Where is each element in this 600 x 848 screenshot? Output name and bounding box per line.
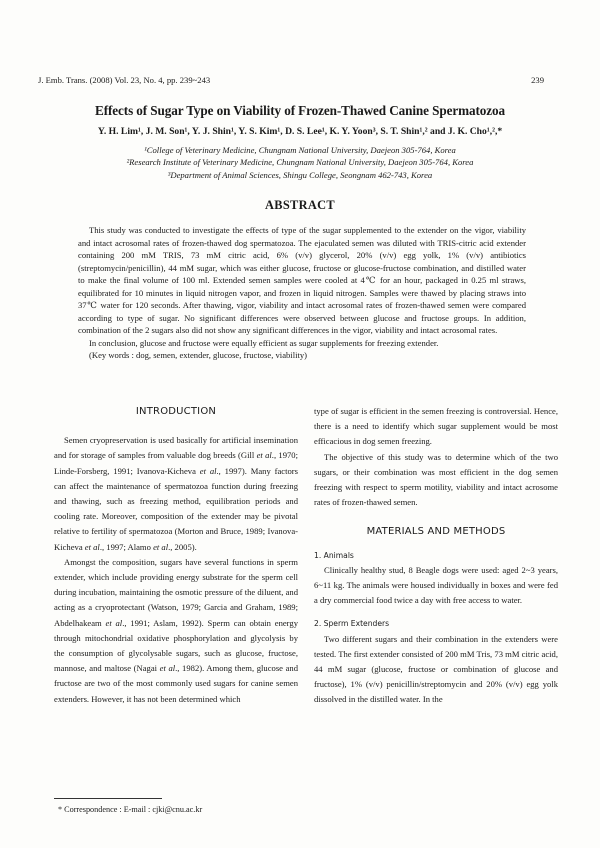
abstract-heading: ABSTRACT <box>265 198 335 212</box>
intro-paragraph-4: The objective of this study was to determine which of the two sugars, or their combination was most efficient in the dog semen freezing with respect to sperm motility, viability and intact acrosome rates of frozen-thawed semen. <box>314 451 558 508</box>
author-list: Y. H. Lim¹, J. M. Son¹, Y. J. Shin¹, Y. S. Kim¹, D. S. Lee¹, K. Y. Yoon³, S. T. Shin¹,² and J. K. Cho¹,²,* <box>97 126 503 137</box>
abstract-body <box>78 224 526 362</box>
running-head: J. Emb. Trans. (2008) Vol. 23, No. 4, pp. 239~243 <box>38 75 211 85</box>
page-number: 239 <box>531 75 544 85</box>
extenders-paragraph: Two different sugars and their combination in the extenders were tested. The first extender consisted of 200 mM Tris, 73 mM citric acid, 44 mM sugar (glucose, fructose or combination of glucose and fructose), 1% (v/v) penicillin/streptomycin and 20% (v/v) egg yolk dissolved in the distilled water. In the <box>314 633 558 705</box>
paper-title: Effects of Sugar Type on Viability of Frozen-Thawed Canine Spermatozoa <box>95 103 505 118</box>
abstract-paragraph: This study was conducted to investigate the effects of type of the sugar supplemented to the extender on the vigor, viability and intact acrosomal rates of frozen-thawed dog spermatozoa. The ejaculated semen was diluted with TRIS-citric acid extender containing 200 mM TRIS, 73 mM citric acid, 6% (v/v) glycerol, 20% (v/v) egg yolk, 1% (v/v) antibiotics (streptomycin/penicillin), 44 mM sugar, which was either glucose, fructose or glucose-fructose combination, and distilled water to make the final volume of 100 ml. Extended semen samples were cooled at 4℃ for an hour, packaged in 0.25 ml straws, equilibrated for 10 minutes in liquid nitrogen vapor, and frozen in liquid nitrogen. Samples were thawed by placing straws into 37℃ water for 120 seconds. After thawing, vigor, viability and intact acrosomal rates of frozen-thawed semen were compared according to type of sugar. No significant differences were observed between glucose and fructose groups. In addition, combination of the 2 sugars also did not show any significant differences in the vigor, viability and intact acrosomal rates. <box>78 225 526 335</box>
affiliation-3: ³Department of Animal Sciences, Shingu College, Seongnam 462-743, Korea <box>167 169 433 180</box>
intro-paragraph-3: type of sugar is efficient in the semen freezing is controversial. Hence, there is a need to identify which sugar supplement would be most efficacious in dog semen freezing. <box>314 406 558 447</box>
left-column <box>54 404 298 707</box>
intro-paragraph-2: Amongst the composition, sugars have several functions in sperm extender, which include providing energy substrate for the sperm cell during incubation, maintaining the osmotic pressure of the diluent, and acting as a cryoprotectant (Watson, 1979; Garcia and Graham, 1989; Abdelhakeam et al., 1991; Aslam, 1992). Sperm can obtain energy through mitochondrial oxidative phosphorylation and glycolysis by the consumption of glycolysable sugars, such as glucose, fructose, mannose, and maltose (Nagai et al., 1982). Among them, glucose and fructose are two of the most commonly used sugars for canine semen extenders. However, it has not been determined which <box>54 556 298 704</box>
affiliation-2: ²Research Institute of Veterinary Medicine, Chungnam National University, Daejeon 305-764, Korea <box>126 157 474 168</box>
animals-paragraph: Clinically healthy stud, 8 Beagle dogs were used: aged 2~3 years, 6~11 kg. The animals were housed individually in boxes and were fed a dry commercial food twice a day with free access to water. <box>314 564 558 606</box>
abstract-conclusion: In conclusion, glucose and fructose were equally efficient as sugar supplements for freezing extender. <box>89 337 439 348</box>
affiliation-1: ¹College of Veterinary Medicine, Chungnam National University, Daejeon 305-764, Korea <box>144 145 456 155</box>
correspondence-footnote: * Correspondence : E-mail : cjki@cnu.ac.kr <box>58 805 203 814</box>
intro-paragraph-1: Semen cryopreservation is used basically for artificial insemination and for storage of samples from valuable dog breeds (Gill et al., 1970; Linde-Forsberg, 1991; Ivanova-Kicheva et al., 1997). Many factors can affect the maintenance of spermatozoa function during freezing and thawing, such as freezing method, equilibration periods and cooling rate. Moreover, composition of the extender may be pivotal relative to fertility of spermatozoa (Morton and Bruce, 1989; Ivanova-Kicheva et al., 1997; Alamo et al., 2005). <box>54 435 298 552</box>
section-heading-introduction: INTRODUCTION <box>135 406 217 417</box>
subsection-heading-extenders: 2. Sperm Extenders <box>314 619 390 629</box>
footnote-divider <box>54 798 162 799</box>
subsection-heading-animals: 1. Animals <box>314 550 354 560</box>
right-column <box>314 404 558 708</box>
affiliations <box>0 144 600 181</box>
section-heading-methods: MATERIALS AND METHODS <box>366 526 506 538</box>
abstract-keywords: (Key words : dog, semen, extender, glucose, fructose, viability) <box>89 350 308 360</box>
